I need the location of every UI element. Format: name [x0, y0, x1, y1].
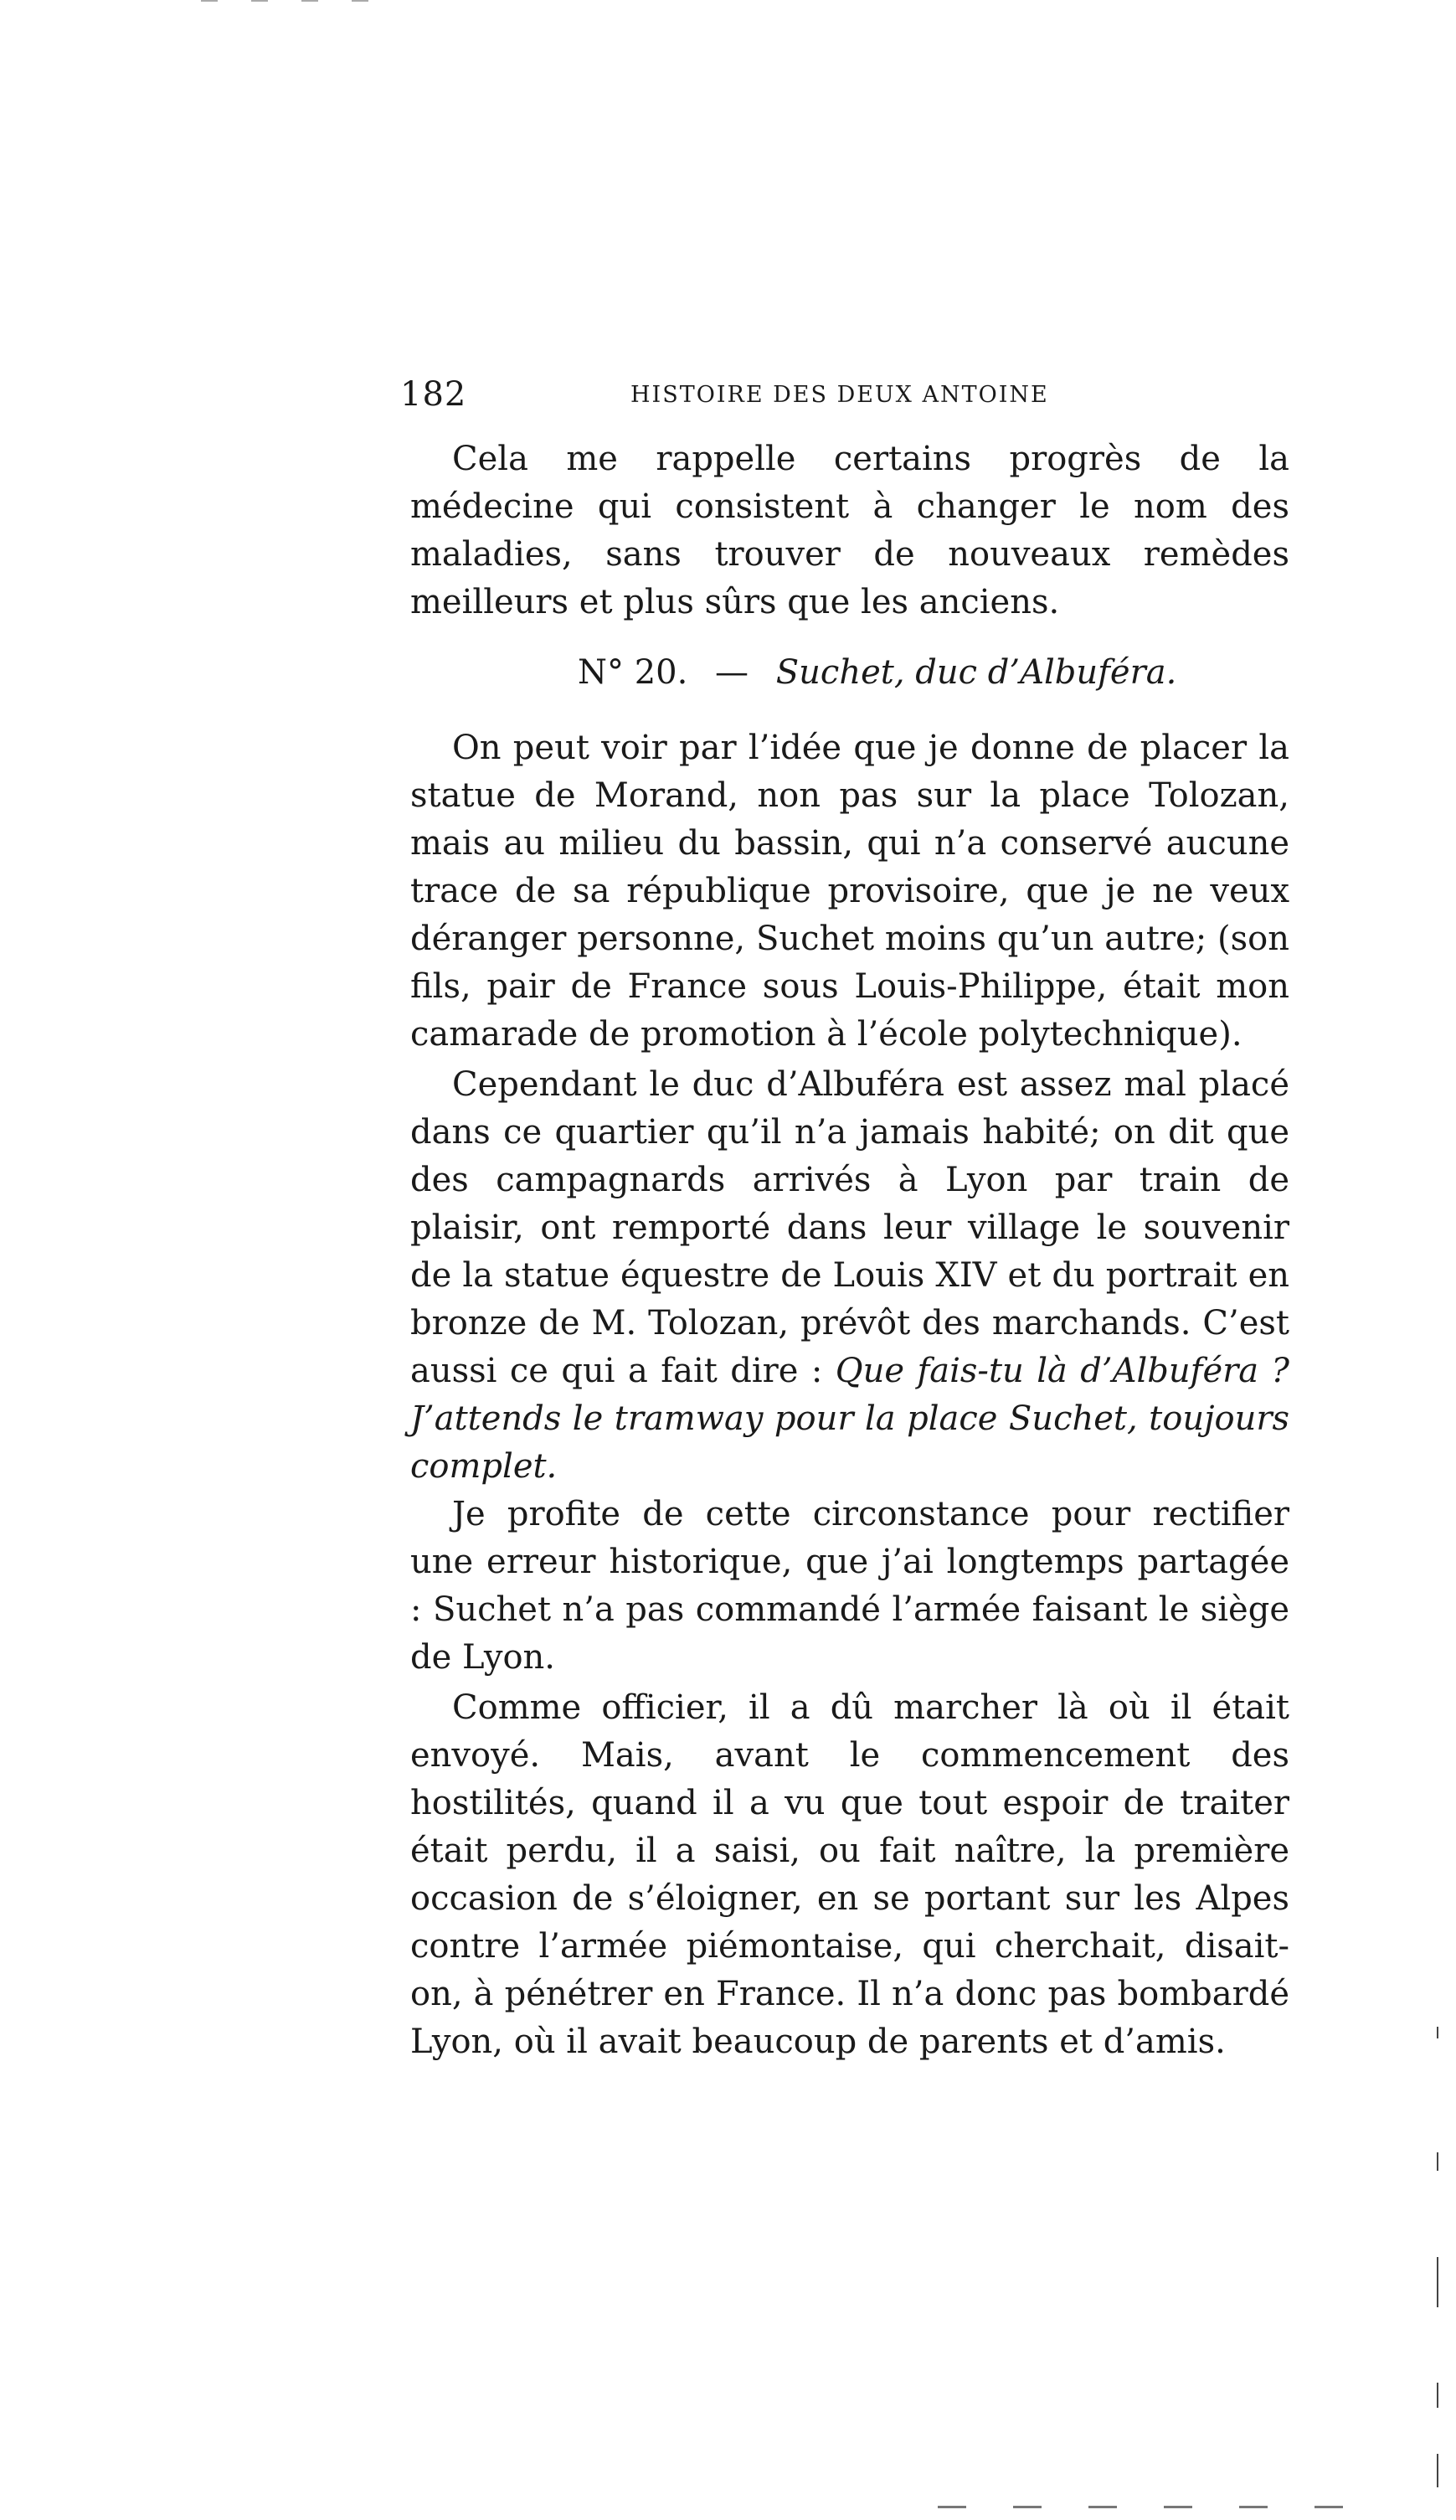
- section-heading: [578, 649, 1176, 697]
- paragraph: Cela me rappelle certains progrès de la médecine qui consistent à changer le nom des maladies, sans trouver de nouveaux remèdes meilleurs et plus sûrs que les anciens.: [410, 440, 1289, 621]
- page-number: 182: [400, 375, 467, 414]
- scan-edge-mark: [1437, 2152, 1438, 2171]
- scan-artifact-top: [201, 0, 402, 2]
- scan-artifact-bottom: [938, 2506, 1373, 2508]
- scan-edge-mark: [1437, 2027, 1438, 2038]
- paragraph: On peut voir par l’idée que je donne de placer la statue de Morand, non pas sur la place Tolozan, mais au milieu du bassin, qui n’a conservé aucune trace de sa république provisoire, que je ne veux déranger personne, Suchet moins qu’un autre; (son fils, pair de France sous Louis-Philippe, était mon camarade de promotion à l’école polytechnique).: [410, 729, 1289, 1054]
- opening-text: [410, 435, 1289, 626]
- paragraph: Je profite de cette circonstance pour rectifier une erreur historique, que j’ai longtemps partagée : Suchet n’a pas commandé l’armée faisant le siège de Lyon.: [410, 1495, 1289, 1677]
- section-number: N° 20.: [578, 653, 688, 692]
- paragraph: Comme officier, il a dû marcher là où il était envoyé. Mais, avant le commencement des hostilités, quand il a vu que tout espoir de traiter était perdu, il a saisi, ou fait naître, la première occasion de s’éloigner, en se portant sur les Alpes contre l’armée piémontaise, qui cherchait, disait-on, à pénétrer en France. Il n’a donc pas bombardé Lyon, où il avait beaucoup de parents et d’amis.: [410, 1688, 1289, 2061]
- scan-edge-mark: [1437, 2383, 1438, 2408]
- page-header: [400, 375, 1289, 425]
- section-dash: —: [715, 653, 749, 692]
- paragraph-text: Cependant le duc d’Albuféra est assez mal placé dans ce quartier qu’il n’a jamais habité; on dit que des campagnards arrivés à Lyon par train de plaisir, ont remporté dans leur village le souvenir de la statue équestre de Louis XIV et du portrait en bronze de M. Tolozan, prévôt des marchands. C’est aussi ce qui a fait dire :: [410, 1065, 1289, 1390]
- section-text: [410, 724, 1289, 1491]
- closing-text: [410, 1491, 1289, 2066]
- running-head: HISTOIRE DES DEUX ANTOINE: [630, 382, 1049, 408]
- scan-edge-mark: [1437, 2257, 1438, 2307]
- scan-edge-mark: [1437, 2454, 1438, 2487]
- paragraph: [410, 1061, 1289, 1491]
- section-title: Suchet, duc d’Albuféra.: [775, 653, 1177, 692]
- italic-quote: Que fais-tu là d’Albuféra ? J’attends le tramway pour la place Suchet, toujours complet.: [410, 1352, 1289, 1486]
